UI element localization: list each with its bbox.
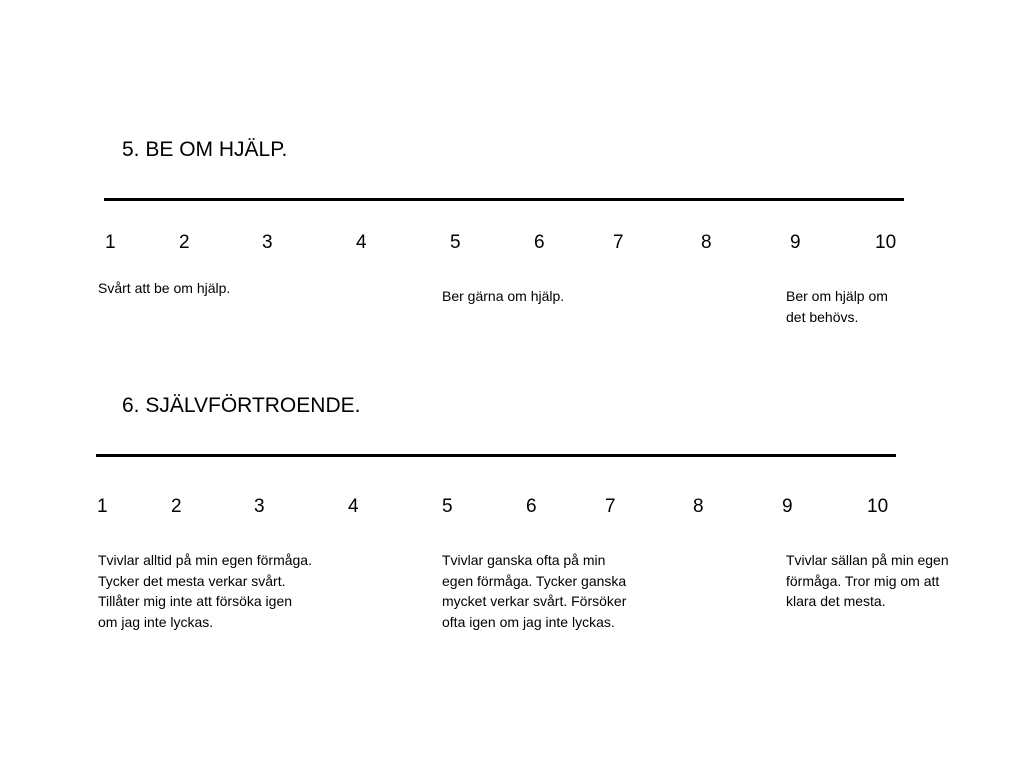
section-5-scale-5: 5: [450, 232, 461, 253]
section-6-scale-1: 1: [97, 496, 108, 517]
section-5-desc-low: [98, 278, 230, 299]
section-5-scale-3: 3: [262, 232, 273, 253]
section-6-desc-low-line: Tvivlar alltid på min egen förmåga.: [98, 552, 312, 568]
section-6-desc-mid-line: ofta igen om jag inte lyckas.: [442, 613, 615, 630]
section-6-desc-low-line: Tycker det mesta verkar svårt.: [98, 572, 286, 589]
section-6-desc-high: [786, 550, 949, 612]
section-5-desc-high-line: det behövs.: [786, 308, 859, 325]
section-5-scale-2: 2: [179, 232, 190, 253]
section-6-scale-4: 4: [348, 496, 359, 517]
section-5-scale-10: 10: [875, 232, 897, 253]
section-5-desc-high-line: Ber om hjälp om: [786, 288, 888, 304]
section-5-scale-1: 1: [105, 232, 116, 253]
section-6-scale-3: 3: [254, 496, 265, 517]
section-6-desc-high-line: Tvivlar sällan på min egen: [786, 552, 949, 568]
section-6-scale-2: 2: [171, 496, 182, 517]
section-5-scale-8: 8: [701, 232, 712, 253]
section-5-desc-mid: [442, 286, 564, 307]
section-5-scale-line: [104, 198, 904, 201]
section-6-scale-8: 8: [693, 496, 704, 517]
section-6-scale-6: 6: [526, 496, 537, 517]
section-6-desc-high-line: klara det mesta.: [786, 593, 886, 609]
section-6-title: 6. SJÄLVFÖRTROENDE.: [122, 394, 361, 417]
section-6-desc-mid-line: Tvivlar ganska ofta på min: [442, 552, 606, 568]
section-6-scale-5: 5: [442, 496, 453, 517]
section-6-desc-low: [98, 550, 312, 632]
section-5-scale-4: 4: [356, 232, 367, 253]
section-6-desc-mid: [442, 550, 626, 632]
section-6-scale-10: 10: [867, 496, 889, 517]
section-5-scale-6: 6: [534, 232, 545, 253]
section-5-desc-low-line: Svårt att be om hjälp.: [98, 280, 231, 296]
section-5-desc-high: [786, 286, 888, 327]
section-6-desc-low-line: om jag inte lyckas.: [98, 613, 214, 630]
section-6-desc-low-line: Tillåter mig inte att försöka igen: [98, 593, 293, 609]
section-6-desc-mid-line: mycket verkar svårt. Försöker: [442, 593, 627, 609]
section-5-scale-9: 9: [790, 232, 801, 253]
section-5-desc-mid-line: Ber gärna om hjälp.: [442, 288, 565, 304]
section-6-desc-high-line: förmåga. Tror mig om att: [786, 572, 940, 589]
section-6-scale-line: [96, 454, 896, 457]
section-5-scale-7: 7: [613, 232, 624, 253]
section-6-desc-mid-line: egen förmåga. Tycker ganska: [442, 572, 627, 589]
section-5-title: 5. BE OM HJÄLP.: [122, 138, 288, 161]
section-6-scale-9: 9: [782, 496, 793, 517]
section-6-scale-7: 7: [605, 496, 616, 517]
